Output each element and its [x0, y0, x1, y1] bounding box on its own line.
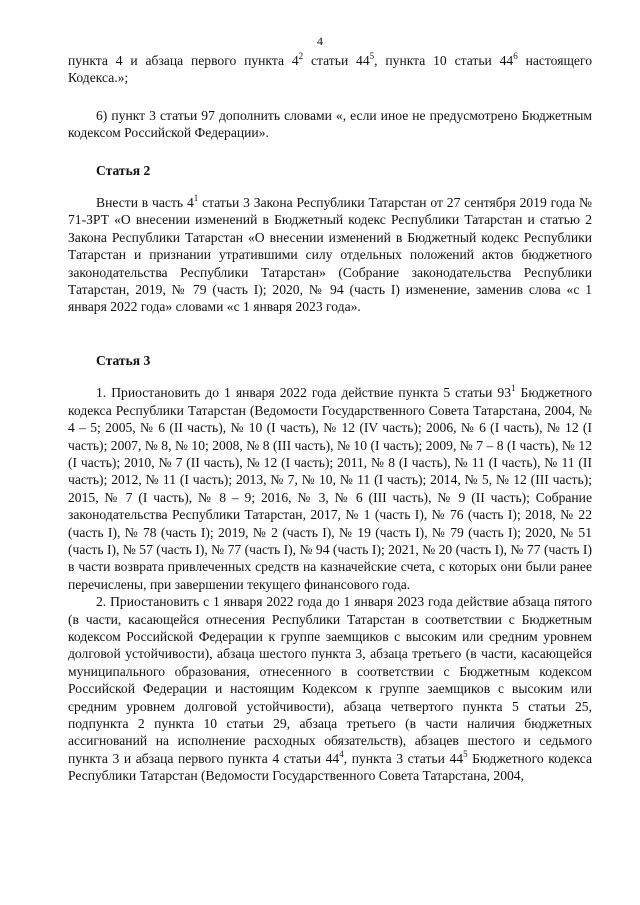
- document-body: [68, 52, 592, 785]
- article-2-text: [68, 194, 592, 316]
- text-fragment: Внести в часть 4: [96, 195, 194, 211]
- superscript: 5: [463, 748, 468, 759]
- superscript: 1: [511, 383, 516, 394]
- text-fragment: Бюджетного кодекса Республики Татарстан (Ведомости Государственного Совета Татарстана, 2004,: [68, 750, 593, 784]
- superscript: 5: [369, 51, 375, 61]
- text-fragment: 2. Приостановить с 1 января 2022 года до 1 января 2023 года действие абзаца пятого (в части, касающейся отнесения Республики Татарстан в соответствии с Бюджетным кодексом Российской Федерации к группе заемщиков с высоким или средним уровнем долговой устойчивости), абзаца шестого пункта 3, абзаца третьего (в части, касающейся муниципального образования, отнесенного в соответствии с Бюджетным кодексом Российской Федерации и настоящим Кодексом к группе заемщиков с высоким или средним уровнем долговой устойчивости), абзаца четвертого пункта 5 статьи 25, подпункта 2 пункта 10 статьи 29, абзаца третьего (в части наличия бюджетных ассигнований на исполнение расходных обязательств), абзацев шестого и седьмого пункта 3 и абзаца первого пункта 4 статьи 44: [68, 594, 592, 766]
- superscript: 6: [513, 51, 518, 61]
- text-fragment: настоящего Кодекса.»;: [68, 53, 592, 86]
- text-fragment: Бюджетного кодекса Республики Татарстан (Ведомости Государственного Совета Татарстана, 2004, № 4 – 5; 2005, № 6 (II часть), № 10 (I часть), № 12 (IV часть); 2006, № 6 (I часть), № 12 (I часть); 2007, № 8, № 10; 2008, № 8 (III часть), № 10 (I часть); 2009, № 7 – 8 (I часть), № 12 (I часть); 2010, № 7 (II часть), № 12 (I часть); 2011, № 8 (I часть), № 11 (I часть), № 11 (II часть); 2012, № 11 (I часть); 2013, № 7, № 10, № 11 (I часть); 2014, № 5, № 12 (III часть); 2015, № 7 (I часть), № 8 – 9; 2016, № 3, № 6 (III часть), № 9 (II часть); Собрание законодательства Республики Татарстан, 2017, № 1 (часть I), № 76 (часть I); 2018, № 22 (часть I), № 78 (часть I); 2019, № 2 (часть I), № 19 (часть I), № 79 (часть I); 2020, № 51 (часть I), № 57 (часть I), № 77 (часть I), № 94 (часть I); 2021, № 20 (часть I), № 77 (часть I) в части возврата привлеченных средств на казначейские счета, с которых они были ранее перечислены, при завершении текущего финансового года.: [68, 385, 592, 592]
- text-fragment: , пункта 3 статьи 44: [343, 750, 464, 766]
- paragraph-amendment-6: 6) пункт 3 статьи 97 дополнить словами «, если иное не предусмотрено Бюджетным кодексом Российской Федерации».: [68, 107, 592, 141]
- text-fragment: статьи 3 Закона Республики Татарстан от 27 сентября 2019 года № 71-ЗРТ «О внесении изменений в Бюджетный кодекс Республики Татарстан и статью 2 Закона Республики Татарстан «О внесении изменений в Бюджетный кодекс Республики Татарстан и признании утратившими силу отдельных положений актов бюджетного законодательства Республики Татарстан» (Собрание законодательства Республики Татарстан, 2019, № 79 (часть I); 2020, № 94 (часть I) изменение, заменив слова «с 1 января 2022 года» словами «с 1 января 2023 года».: [68, 195, 592, 315]
- superscript: 1: [193, 193, 199, 204]
- article-3-item-2: [68, 593, 592, 784]
- paragraph-continuation: [68, 52, 592, 87]
- text-fragment: 1. Приостановить до 1 января 2022 года действие пункта 5 статьи 93: [96, 385, 511, 401]
- article-3-item-1: [68, 384, 592, 593]
- page-number: 4: [317, 34, 323, 48]
- text-fragment: статьи 44: [303, 53, 370, 68]
- article-3-heading: Статья 3: [96, 352, 151, 368]
- article-2-heading: Статья 2: [96, 162, 151, 178]
- superscript: 4: [339, 748, 344, 759]
- superscript: 2: [298, 51, 304, 61]
- text-fragment: , пункта 10 статьи 44: [374, 53, 514, 68]
- text-fragment: пункта 4 и абзаца первого пункта 4: [68, 53, 299, 68]
